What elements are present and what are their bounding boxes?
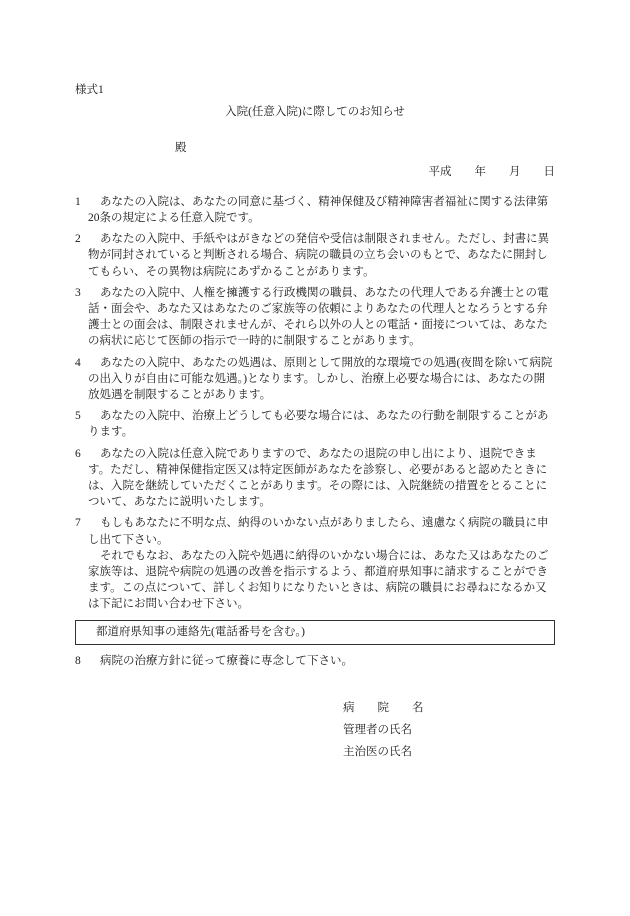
item-number: 4 [75, 356, 81, 369]
item-text: もしもあなたに不明な点、納得のいかない点がありましたら、遠慮なく病院の職員に申し出て下さい。 [88, 517, 549, 546]
item-number: 6 [75, 447, 81, 460]
form-number: 様式1 [75, 84, 104, 96]
notice-item-3 [75, 285, 555, 350]
signature-block [343, 697, 555, 763]
addressee-honorific: 殿 [175, 142, 187, 155]
item-text: あなたの入院中、人権を擁護する行政機関の職員、あなたの代理人である弁護士との電話・面会や、あなた又はあなたのご家族等の依頼によりあなたの代理人となろうとする弁護士との面会は、制限されませんが、それら以外の人との電話・面接については、あなたの病状に応じて医師の指示で一時的に制限することがあります。 [88, 286, 549, 348]
item-number: 7 [75, 517, 81, 530]
item-number: 1 [75, 195, 81, 208]
item-text: 病院の治療方針に従って療養に専念して下さい。 [100, 654, 353, 667]
item-text: あなたの入院は、あなたの同意に基づく、精神保健及び精神障害者福祉に関する法律第20条の規定による任意入院です。 [88, 195, 549, 225]
item-text: あなたの入院中、手紙やはがきなどの発信や受信は制限されません。ただし、封書に異物が同封されていると判断される場合、病院の職員の立ち会いのもとで、あなたに開封してもらい、その異物は病院にあずかることがあります。 [88, 233, 550, 278]
attending-doctor-line: 主治医の氏名 [343, 746, 412, 759]
contact-box-label: 都道府県知事の連絡先(電話番号を含む。) [96, 625, 305, 638]
item-text: あなたの入院中、あなたの処遇は、原則として開放的な環境での処遇(夜間を除いて病院の出入りが自由に可能な処遇。)となります。しかし、治療上必要な場合には、あなたの開放処遇を制限することがあります。 [88, 356, 553, 402]
date-line: 平成 年 月 日 [428, 165, 555, 178]
administrator-name-line: 管理者の氏名 [343, 724, 412, 737]
notice-items [75, 194, 555, 669]
notice-item-1 [75, 194, 555, 226]
notice-item-4 [75, 355, 555, 404]
notice-item-6 [75, 446, 555, 511]
item-text: あなたの入院中、治療上どうしても必要な場合には、あなたの行動を制限することがあります。 [88, 410, 549, 439]
notice-item-8 [75, 653, 555, 669]
item-number: 8 [75, 654, 81, 667]
notice-item-5 [75, 408, 555, 440]
notice-item-7 [75, 515, 555, 612]
notice-item-2 [75, 231, 555, 280]
item-text: あなたの入院は任意入院でありますので、あなたの退院の申し出により、退院できます。ただし、精神保健指定医又は特定医師があなたを診察し、必要があると認めたときには、入院を継続していただくことがあります。その際には、入院継続の措置をとることについて、あなたに説明いたします。 [88, 447, 548, 509]
item-number: 2 [75, 233, 81, 246]
hospital-name-line: 病 院 名 [343, 702, 424, 715]
item-number: 3 [75, 286, 81, 299]
governor-contact-box [75, 620, 555, 645]
document-title: 入院(任意入院)に際してのお知らせ [225, 106, 405, 119]
item-number: 5 [75, 410, 81, 423]
item-subparagraph: それでもなお、あなたの入院や処遇に納得のいかない場合には、あなた又はあなたのご家族等は、退院や病院の処遇の改善を指示するよう、都道府県知事に請求することができます。この点について、詳しくお知りになりたいときは、病院の職員にお尋ねになるか又は下記にお問い合わせ下さい。 [88, 549, 549, 611]
addressee-line [75, 140, 555, 156]
